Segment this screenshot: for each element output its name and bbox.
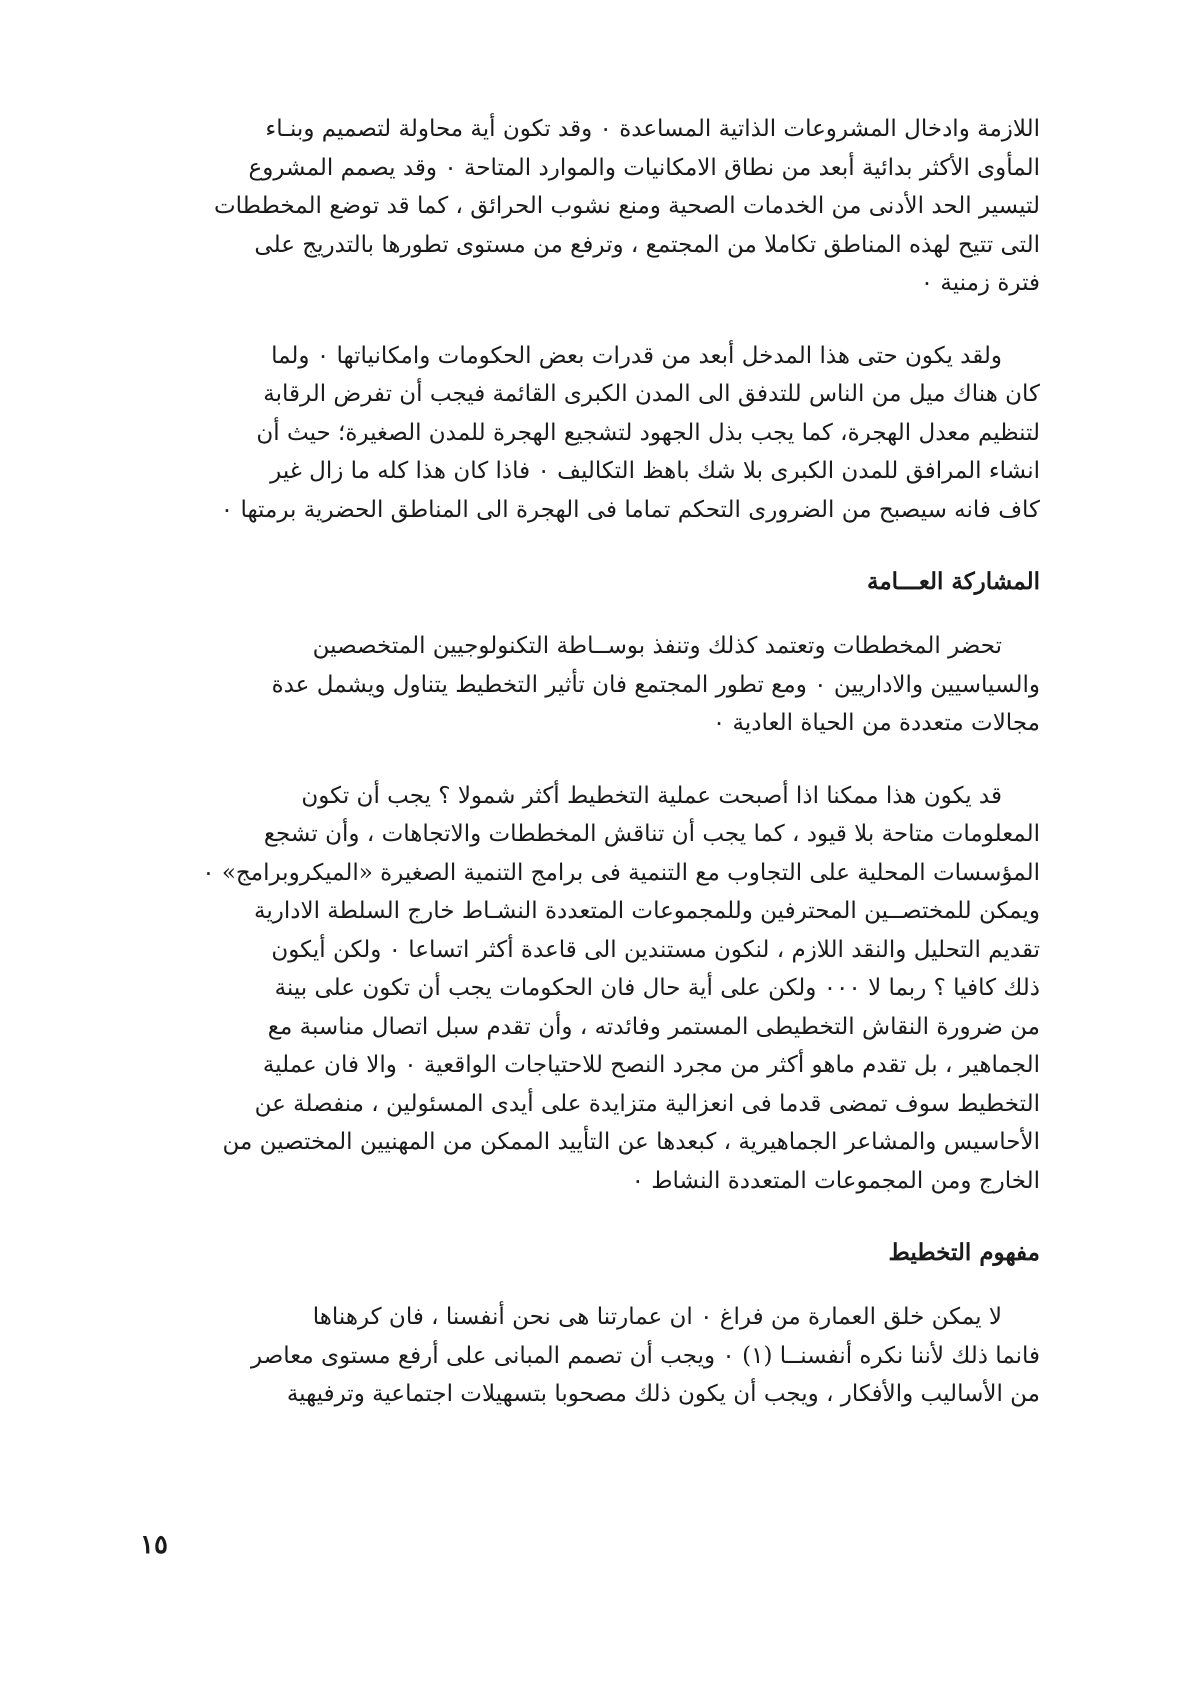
text-line: فترة زمنية ٠ (920, 270, 1040, 296)
text-line: ويمكن للمختصــين المحترفين وللمجموعات المتعددة النشـاط خارج السلطة الادارية (254, 898, 1040, 924)
section-heading-planning-concept: مفهوم التخطيط (888, 1239, 1040, 1266)
paragraph-5 (150, 1298, 1040, 1414)
text-line: المأوى الأكثر بدائية أبعد من نطاق الامكانيات والموارد المتاحة ٠ وقد يصمم المشروع (248, 154, 1040, 181)
text-line: تقديم التحليل والنقد اللازم ، لنكون مستندين الى قاعدة أكثر اتساعا ٠ ولكن أيكون (271, 936, 1040, 963)
text-line: لتنظيم معدل الهجرة، كما يجب بذل الجهود لتشجيع الهجرة للمدن الصغيرة؛ حيث أن (256, 419, 1040, 446)
text-line: من ضرورة النقاش التخطيطى المستمر وفائدته ، وأن تقدم سبل اتصال مناسبة مع (267, 1013, 1040, 1040)
text-line: التخطيط سوف تمضى قدما فى انعزالية متزايدة على أيدى المسئولين ، منفصلة عن (254, 1090, 1040, 1117)
text-line: التى تتيح لهذه المناطق تكاملا من المجتمع ، وترفع من مستوى تطورها بالتدريج على (254, 231, 1040, 258)
text-line: والسياسيين والاداريين ٠ ومع تطور المجتمع فان تأثير التخطيط يتناول ويشمل عدة (271, 671, 1040, 698)
text-line: كان هناك ميل من الناس للتدفق الى المدن الكبرى القائمة فيجب أن تفرض الرقابة (263, 381, 1040, 407)
text-line: مجالات متعددة من الحياة العادية ٠ (712, 710, 1040, 736)
text-line: لتيسير الحد الأدنى من الخدمات الصحية ومنع نشوب الحرائق ، كما قد توضع المخططات (213, 193, 1040, 219)
text-line: المؤسسات المحلية على التجاوب مع التنمية فى برامج التنمية الصغيرة «الميكروبرامج» ٠ (202, 859, 1040, 886)
text-line: اللازمة وادخال المشروعات الذاتية المساعدة ٠ وقد تكون أية محاولة لتصميم وبنـاء (265, 116, 1040, 142)
page-body (150, 110, 1040, 1414)
section-heading-public-participation: المشاركة العـــامة (867, 568, 1040, 595)
text-line: لا يمكن خلق العمارة من فراغ ٠ ان عمارتنا هى نحن أنفسنا ، فان كرهناها (312, 1304, 1002, 1330)
text-line: المعلومات متاحة بلا قيود ، كما يجب أن تناقش المخططات والاتجاهات ، وأن تشجع (263, 821, 1040, 847)
paragraph-spacer (150, 601, 1040, 627)
paragraph-3 (150, 627, 1040, 743)
page-number: ١٥ (140, 1530, 168, 1560)
paragraph-spacer (150, 1200, 1040, 1234)
paragraph-spacer (150, 1272, 1040, 1298)
text-line: تحضر المخططات وتعتمد كذلك وتنفذ بوســاطة التكنولوجيين المتخصصين (312, 633, 1002, 659)
text-line: من الأساليب والأفكار ، ويجب أن يكون ذلك مصحوبا بتسهيلات اجتماعية وترفيهية (286, 1381, 1040, 1407)
text-line: الجماهير ، بل تقدم ماهو أكثر من مجرد النصح للاحتياجات الواقعية ٠ والا فان عملية (262, 1052, 1040, 1078)
text-line: فانما ذلك لأننا نكره أنفسنــا (١) ٠ ويجب أن تصمم المبانى على أرفع مستوى معاصر (251, 1342, 1040, 1369)
text-line: الأحاسيس والمشاعر الجماهيرية ، كبعدها عن التأييد الممكن من المهنيين المختصين من (222, 1129, 1040, 1155)
text-line: انشاء المرافق للمدن الكبرى بلا شك باهظ التكاليف ٠ فاذا كان هذا كله ما زال غير (270, 458, 1040, 484)
text-line: قد يكون هذا ممكنا اذا أصبحت عملية التخطيط أكثر شمولا ؟ يجب أن تكون (301, 782, 1002, 809)
paragraph-4 (150, 777, 1040, 1201)
paragraph-2 (150, 337, 1040, 530)
text-line: ذلك كافيا ؟ ربما لا ٠٠٠ ولكن على أية حال فان الحكومات يجب أن تكون على بينة (274, 975, 1040, 1001)
text-line: كاف فانه سيصبح من الضرورى التحكم تماما فى الهجرة الى المناطق الحضرية برمتها ٠ (220, 496, 1040, 523)
paragraph-spacer (150, 743, 1040, 777)
paragraph-spacer (150, 303, 1040, 337)
paragraph-1 (150, 110, 1040, 303)
text-line: ولقد يكون حتى هذا المدخل أبعد من قدرات بعض الحكومات وامكانياتها ٠ ولما (271, 342, 1002, 369)
paragraph-spacer (150, 529, 1040, 563)
text-line: الخارج ومن المجموعات المتعددة النشاط ٠ (631, 1167, 1040, 1194)
